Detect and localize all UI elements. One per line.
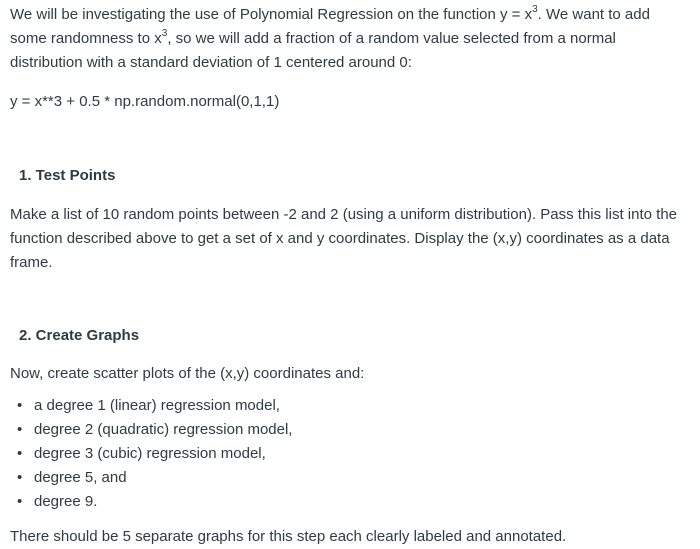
- section-heading-create-graphs: 2. Create Graphs: [19, 327, 140, 344]
- closing-paragraph: There should be 5 separate graphs for this step each clearly labeled and annotated.: [10, 528, 567, 545]
- bullet-icon: •: [17, 493, 23, 510]
- list-item-text: degree 9.: [34, 493, 98, 510]
- intro-text-part-3: , so we will add a fraction of a random value selected from a normal distribution with a standard deviation of 1 centered around 0:: [10, 30, 616, 71]
- intro-text-part-1: We will be investigating the use of Polynomial Regression on the function y = x: [10, 6, 533, 23]
- list-item: [10, 466, 690, 490]
- section-heading-test-points: 1. Test Points: [19, 167, 116, 184]
- bullet-icon: •: [17, 469, 23, 486]
- bullet-icon: •: [17, 397, 23, 414]
- list-item-text: degree 5, and: [34, 469, 127, 486]
- bullet-icon: •: [17, 445, 23, 462]
- intro-paragraph: [10, 3, 690, 75]
- list-item: [10, 418, 690, 442]
- list-item-text: degree 2 (quadratic) regression model,: [34, 421, 293, 438]
- assignment-document: [10, 3, 690, 549]
- regression-model-list: [10, 394, 690, 514]
- superscript-exponent-2: 3: [161, 28, 168, 39]
- list-item: [10, 442, 690, 466]
- bullet-icon: •: [17, 421, 23, 438]
- list-item: [10, 394, 690, 418]
- list-item-text: a degree 1 (linear) regression model,: [34, 397, 280, 414]
- intro-text-part-2: . We want to add some randomness to x: [10, 6, 650, 47]
- list-item-text: degree 3 (cubic) regression model,: [34, 445, 266, 462]
- superscript-exponent-1: 3: [532, 4, 538, 15]
- formula-line: y = x**3 + 0.5 * np.random.normal(0,1,1): [10, 93, 280, 110]
- create-graphs-paragraph: Now, create scatter plots of the (x,y) coordinates and:: [10, 365, 365, 382]
- list-item: [10, 490, 690, 514]
- test-points-paragraph: Make a list of 10 random points between -2 and 2 (using a uniform distribution). Pass this list into the function described above to get a set of x and y coordinates. Display the (x,y) coordinates as a data frame.: [10, 206, 678, 271]
